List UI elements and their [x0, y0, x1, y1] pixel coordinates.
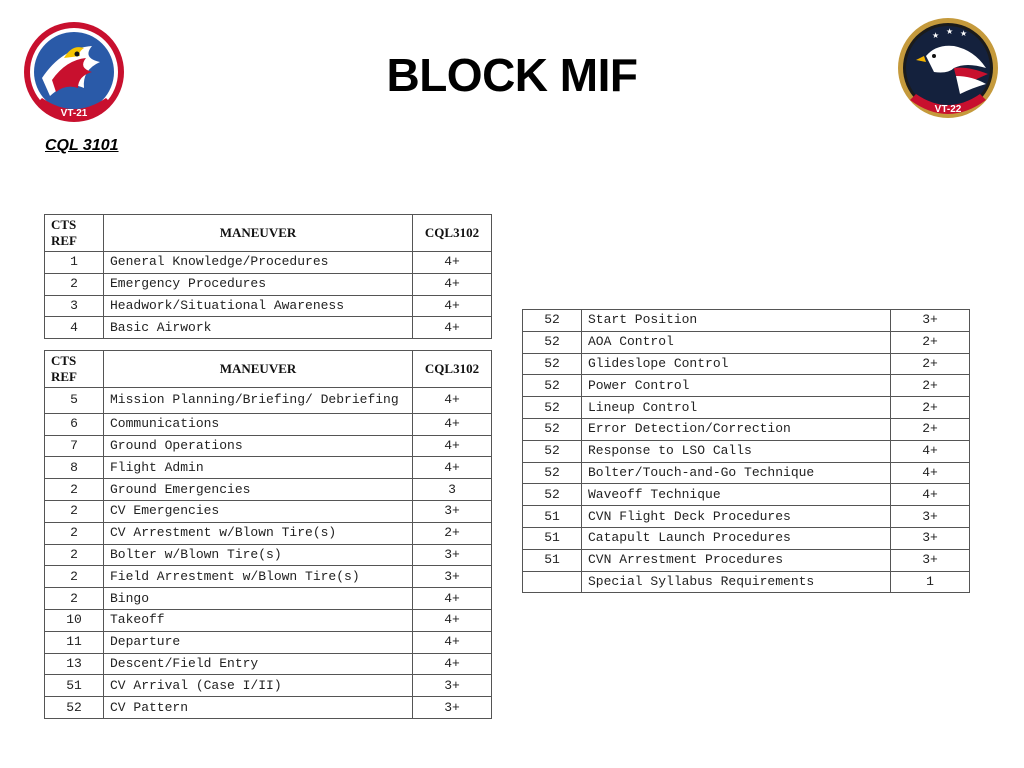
cts-ref-cell: 2: [45, 273, 104, 295]
column-header-grade: CQL3102: [413, 215, 492, 252]
cts-ref-cell: 2: [45, 500, 104, 522]
cts-ref-cell: 52: [523, 353, 582, 375]
table-row: [523, 331, 970, 353]
grade-cell: 3+: [891, 506, 970, 528]
cts-ref-cell: 8: [45, 457, 104, 479]
table-row: [45, 544, 492, 566]
grade-cell: 4+: [413, 317, 492, 339]
cts-ref-cell: 4: [45, 317, 104, 339]
table-row: [523, 462, 970, 484]
maneuver-cell: Error Detection/Correction: [582, 418, 891, 440]
table-row: [45, 631, 492, 653]
cts-ref-cell: 7: [45, 435, 104, 457]
maneuver-cell: Special Syllabus Requirements: [582, 571, 891, 593]
maneuver-cell: Lineup Control: [582, 397, 891, 419]
table-row: [45, 252, 492, 274]
maneuver-cell: Bingo: [104, 588, 413, 610]
page-title: BLOCK MIF: [386, 49, 638, 101]
cts-ref-cell: 6: [45, 413, 104, 435]
table-row: [523, 527, 970, 549]
grade-cell: 4+: [891, 440, 970, 462]
cts-ref-cell: 51: [523, 549, 582, 571]
table-row: [45, 675, 492, 697]
cts-ref-cell: 11: [45, 631, 104, 653]
table-row: [523, 506, 970, 528]
table-row: [45, 295, 492, 317]
grade-cell: 2+: [891, 418, 970, 440]
maneuver-cell: CVN Arrestment Procedures: [582, 549, 891, 571]
table-header-row: [45, 351, 492, 388]
column-header-maneuver: MANEUVER: [104, 351, 413, 388]
cts-ref-cell: [523, 571, 582, 593]
cts-ref-cell: 2: [45, 566, 104, 588]
maneuver-cell: Takeoff: [104, 609, 413, 631]
table-row: [523, 484, 970, 506]
grade-cell: 1: [891, 571, 970, 593]
grade-cell: 3+: [413, 697, 492, 719]
svg-text:★: ★: [932, 31, 940, 40]
cts-ref-cell: 52: [523, 331, 582, 353]
column-header-grade: CQL3102: [413, 351, 492, 388]
grade-cell: 4+: [413, 653, 492, 675]
table-row: [523, 353, 970, 375]
maneuver-cell: CV Pattern: [104, 697, 413, 719]
grade-cell: 2+: [891, 331, 970, 353]
cts-ref-cell: 52: [523, 310, 582, 332]
grade-cell: 4+: [891, 484, 970, 506]
grade-cell: 3+: [413, 566, 492, 588]
table-row: [45, 317, 492, 339]
cts-ref-cell: 52: [523, 440, 582, 462]
maneuver-cell: Basic Airwork: [104, 317, 413, 339]
grade-cell: 3+: [891, 549, 970, 571]
maneuver-table-2: [44, 350, 492, 719]
maneuver-cell: Bolter/Touch-and-Go Technique: [582, 462, 891, 484]
table-row: [45, 388, 492, 414]
maneuver-cell: Field Arrestment w/Blown Tire(s): [104, 566, 413, 588]
grade-cell: 4+: [891, 462, 970, 484]
grade-cell: 4+: [413, 388, 492, 414]
grade-cell: 4+: [413, 588, 492, 610]
column-header-cts-ref: CTS REF: [45, 215, 104, 252]
table-row: [45, 413, 492, 435]
grade-cell: 4+: [413, 609, 492, 631]
maneuver-cell: Response to LSO Calls: [582, 440, 891, 462]
cts-ref-cell: 52: [523, 397, 582, 419]
table-row: [45, 435, 492, 457]
grade-cell: 4+: [413, 295, 492, 317]
maneuver-cell: Waveoff Technique: [582, 484, 891, 506]
grade-cell: 4+: [413, 413, 492, 435]
grade-cell: 3+: [413, 500, 492, 522]
cts-ref-cell: 51: [523, 527, 582, 549]
maneuver-cell: Power Control: [582, 375, 891, 397]
cts-ref-cell: 52: [523, 375, 582, 397]
column-header-maneuver: MANEUVER: [104, 215, 413, 252]
vt-22-label: VT-22: [934, 104, 962, 115]
maneuver-cell: CV Arrival (Case I/II): [104, 675, 413, 697]
maneuver-cell: Ground Operations: [104, 435, 413, 457]
svg-text:★: ★: [946, 27, 954, 36]
maneuver-cell: Emergency Procedures: [104, 273, 413, 295]
maneuver-cell: Mission Planning/Briefing/ Debriefing: [104, 388, 413, 414]
grade-cell: 4+: [413, 457, 492, 479]
grade-cell: 3+: [413, 544, 492, 566]
table-row: [523, 310, 970, 332]
grade-cell: 2+: [891, 397, 970, 419]
grade-cell: 4+: [413, 435, 492, 457]
cts-ref-cell: 10: [45, 609, 104, 631]
table-row: [45, 697, 492, 719]
cts-ref-cell: 2: [45, 544, 104, 566]
table-row: [45, 500, 492, 522]
grade-cell: 4+: [413, 273, 492, 295]
vt-21-label: VT-21: [60, 108, 88, 119]
maneuver-cell: Glideslope Control: [582, 353, 891, 375]
grade-cell: 3+: [413, 675, 492, 697]
grade-cell: 4+: [413, 252, 492, 274]
table-header-row: [45, 215, 492, 252]
cts-ref-cell: 5: [45, 388, 104, 414]
table-row: [523, 375, 970, 397]
grade-cell: 2+: [891, 353, 970, 375]
cts-ref-cell: 52: [523, 484, 582, 506]
maneuver-table-1: [44, 214, 492, 339]
maneuver-cell: Communications: [104, 413, 413, 435]
table-row: [523, 571, 970, 593]
grade-cell: 2+: [413, 522, 492, 544]
table-row: [523, 549, 970, 571]
table-row: [45, 457, 492, 479]
maneuver-cell: Flight Admin: [104, 457, 413, 479]
column-header-cts-ref: CTS REF: [45, 351, 104, 388]
maneuver-cell: AOA Control: [582, 331, 891, 353]
maneuver-cell: Catapult Launch Procedures: [582, 527, 891, 549]
table-row: [45, 522, 492, 544]
table-row: [523, 397, 970, 419]
cts-ref-cell: 52: [45, 697, 104, 719]
maneuver-cell: Start Position: [582, 310, 891, 332]
cts-ref-cell: 2: [45, 522, 104, 544]
maneuver-cell: Headwork/Situational Awareness: [104, 295, 413, 317]
cts-ref-cell: 1: [45, 252, 104, 274]
maneuver-cell: General Knowledge/Procedures: [104, 252, 413, 274]
cts-ref-cell: 51: [45, 675, 104, 697]
maneuver-cell: Ground Emergencies: [104, 479, 413, 501]
cts-ref-cell: 51: [523, 506, 582, 528]
grade-cell: 4+: [413, 631, 492, 653]
table-row: [45, 609, 492, 631]
svg-text:★: ★: [960, 29, 968, 38]
cts-ref-cell: 52: [523, 418, 582, 440]
maneuver-cell: Departure: [104, 631, 413, 653]
cts-ref-cell: 2: [45, 588, 104, 610]
table-row: [45, 566, 492, 588]
maneuver-cell: Bolter w/Blown Tire(s): [104, 544, 413, 566]
table-row: [45, 588, 492, 610]
subtitle-link[interactable]: CQL 3101: [45, 137, 119, 154]
cts-ref-cell: 52: [523, 462, 582, 484]
grade-cell: 3+: [891, 310, 970, 332]
table-row: [523, 418, 970, 440]
table-row: [45, 273, 492, 295]
grade-cell: 2+: [891, 375, 970, 397]
table-row: [45, 479, 492, 501]
maneuver-cell: CVN Flight Deck Procedures: [582, 506, 891, 528]
table-row: [523, 440, 970, 462]
grade-cell: 3+: [891, 527, 970, 549]
maneuver-cell: Descent/Field Entry: [104, 653, 413, 675]
cts-ref-cell: 2: [45, 479, 104, 501]
table-row: [45, 653, 492, 675]
cts-ref-cell: 3: [45, 295, 104, 317]
maneuver-cell: CV Arrestment w/Blown Tire(s): [104, 522, 413, 544]
cts-ref-cell: 13: [45, 653, 104, 675]
maneuver-cell: CV Emergencies: [104, 500, 413, 522]
grade-cell: 3: [413, 479, 492, 501]
maneuver-table-3: [522, 309, 970, 593]
